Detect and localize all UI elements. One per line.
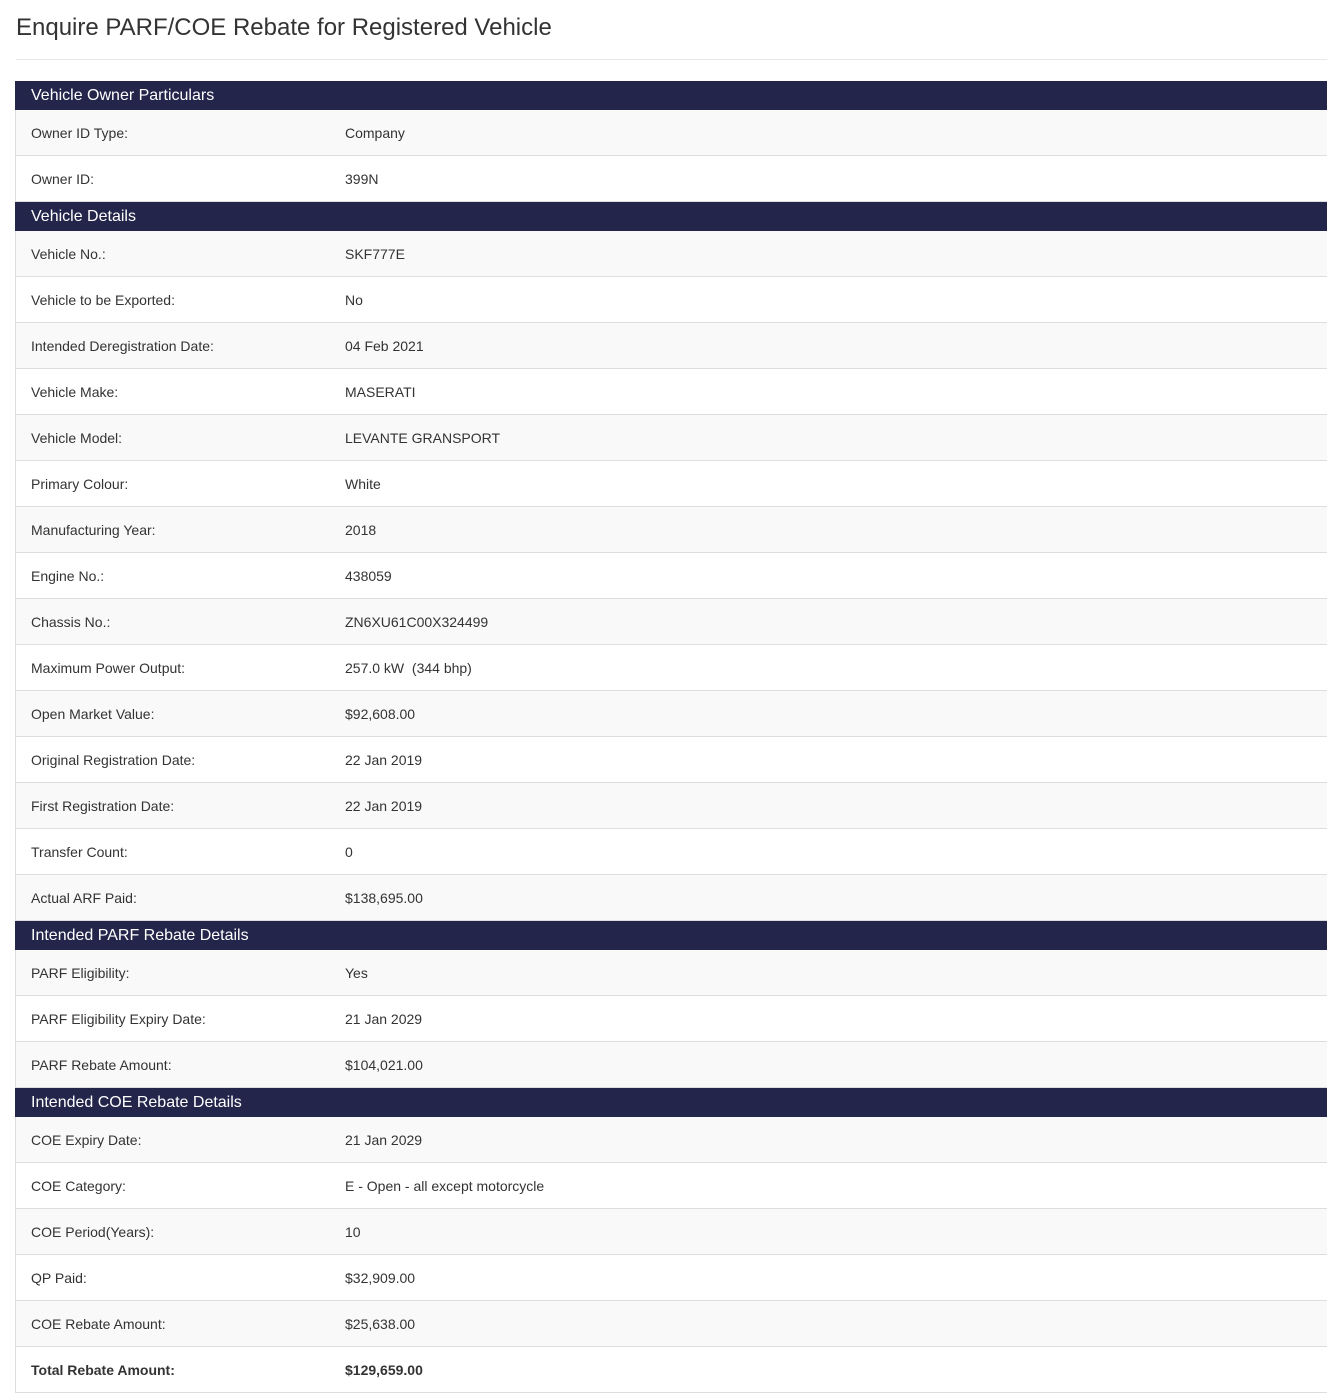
detail-row: [15, 783, 1327, 829]
row-label: Maximum Power Output:: [31, 659, 186, 676]
row-value: Company: [345, 124, 405, 141]
title-divider: [16, 59, 1327, 60]
page-title: Enquire PARF/COE Rebate for Registered Vehicle: [16, 14, 552, 41]
detail-row: [15, 110, 1327, 156]
detail-row: [15, 507, 1327, 553]
row-label: PARF Rebate Amount:: [31, 1056, 172, 1073]
section-header-parf: Intended PARF Rebate Details: [15, 921, 1327, 950]
row-value: No: [345, 291, 363, 308]
row-label: Manufacturing Year:: [31, 521, 156, 538]
row-label: QP Paid:: [31, 1269, 87, 1286]
row-label: COE Expiry Date:: [31, 1131, 142, 1148]
row-label: Vehicle Model:: [31, 429, 123, 446]
row-label: Engine No.:: [31, 567, 105, 584]
section-header-coe: Intended COE Rebate Details: [15, 1088, 1327, 1117]
row-label: Actual ARF Paid:: [31, 889, 137, 906]
row-value: 22 Jan 2019: [345, 751, 423, 768]
row-label: COE Period(Years):: [31, 1223, 155, 1240]
row-value: $32,909.00: [345, 1269, 416, 1286]
row-value: LEVANTE GRANSPORT: [345, 429, 501, 446]
detail-row: [15, 996, 1327, 1042]
row-label: Original Registration Date:: [31, 751, 196, 768]
row-label: COE Rebate Amount:: [31, 1315, 166, 1332]
detail-row: [15, 691, 1327, 737]
row-label: Open Market Value:: [31, 705, 155, 722]
detail-row: [15, 323, 1327, 369]
row-value: 10: [345, 1223, 361, 1240]
detail-row: [15, 645, 1327, 691]
row-value: 438059: [345, 567, 392, 584]
row-label: Intended Deregistration Date:: [31, 337, 214, 354]
detail-row: [15, 415, 1327, 461]
detail-row: [15, 461, 1327, 507]
section-header-vehicle: Vehicle Details: [15, 202, 1327, 231]
detail-row: [15, 553, 1327, 599]
total-rebate-row: [15, 1347, 1327, 1393]
detail-row: [15, 1163, 1327, 1209]
row-value: 399N: [345, 170, 379, 187]
row-value: 2018: [345, 521, 377, 538]
detail-row: [15, 277, 1327, 323]
rebate-details-panel: [15, 81, 1327, 1393]
detail-row: [15, 950, 1327, 996]
row-label: COE Category:: [31, 1177, 126, 1194]
row-label: Chassis No.:: [31, 613, 111, 630]
row-value: 22 Jan 2019: [345, 797, 423, 814]
detail-row: [15, 1117, 1327, 1163]
section-header-owner: Vehicle Owner Particulars: [15, 81, 1327, 110]
detail-row: [15, 875, 1327, 921]
detail-row: [15, 737, 1327, 783]
row-label: Primary Colour:: [31, 475, 129, 492]
row-label: PARF Eligibility:: [31, 964, 130, 981]
detail-row: [15, 1301, 1327, 1347]
row-label: Vehicle to be Exported:: [31, 291, 175, 308]
detail-row: [15, 156, 1327, 202]
row-label: Vehicle Make:: [31, 383, 119, 400]
row-label: Owner ID:: [31, 170, 95, 187]
row-value: SKF777E: [345, 245, 405, 262]
row-value: MASERATI: [345, 383, 416, 400]
detail-row: [15, 1042, 1327, 1088]
row-label: Owner ID Type:: [31, 124, 129, 141]
detail-row: [15, 829, 1327, 875]
row-value: 21 Jan 2029: [345, 1010, 423, 1027]
row-value: $138,695.00: [345, 889, 423, 906]
row-value: Yes: [345, 964, 368, 981]
row-value: 21 Jan 2029: [345, 1131, 423, 1148]
row-label: Total Rebate Amount:: [31, 1361, 175, 1378]
row-value: White: [345, 475, 381, 492]
detail-row: [15, 599, 1327, 645]
row-value: ZN6XU61C00X324499: [345, 613, 489, 630]
detail-row: [15, 1255, 1327, 1301]
row-value: E - Open - all except motorcycle: [345, 1177, 545, 1194]
row-label: First Registration Date:: [31, 797, 175, 814]
row-label: PARF Eligibility Expiry Date:: [31, 1010, 206, 1027]
total-rebate-value: $129,659.00: [345, 1361, 423, 1378]
row-value: $92,608.00: [345, 705, 416, 722]
row-value: $25,638.00: [345, 1315, 416, 1332]
row-value: 04 Feb 2021: [345, 337, 424, 354]
row-label: Vehicle No.:: [31, 245, 106, 262]
detail-row: [15, 369, 1327, 415]
detail-row: [15, 231, 1327, 277]
row-value: $104,021.00: [345, 1056, 423, 1073]
detail-row: [15, 1209, 1327, 1255]
row-value: 0: [345, 843, 353, 860]
row-label: Transfer Count:: [31, 843, 128, 860]
row-value: 257.0 kW (344 bhp): [345, 659, 472, 676]
